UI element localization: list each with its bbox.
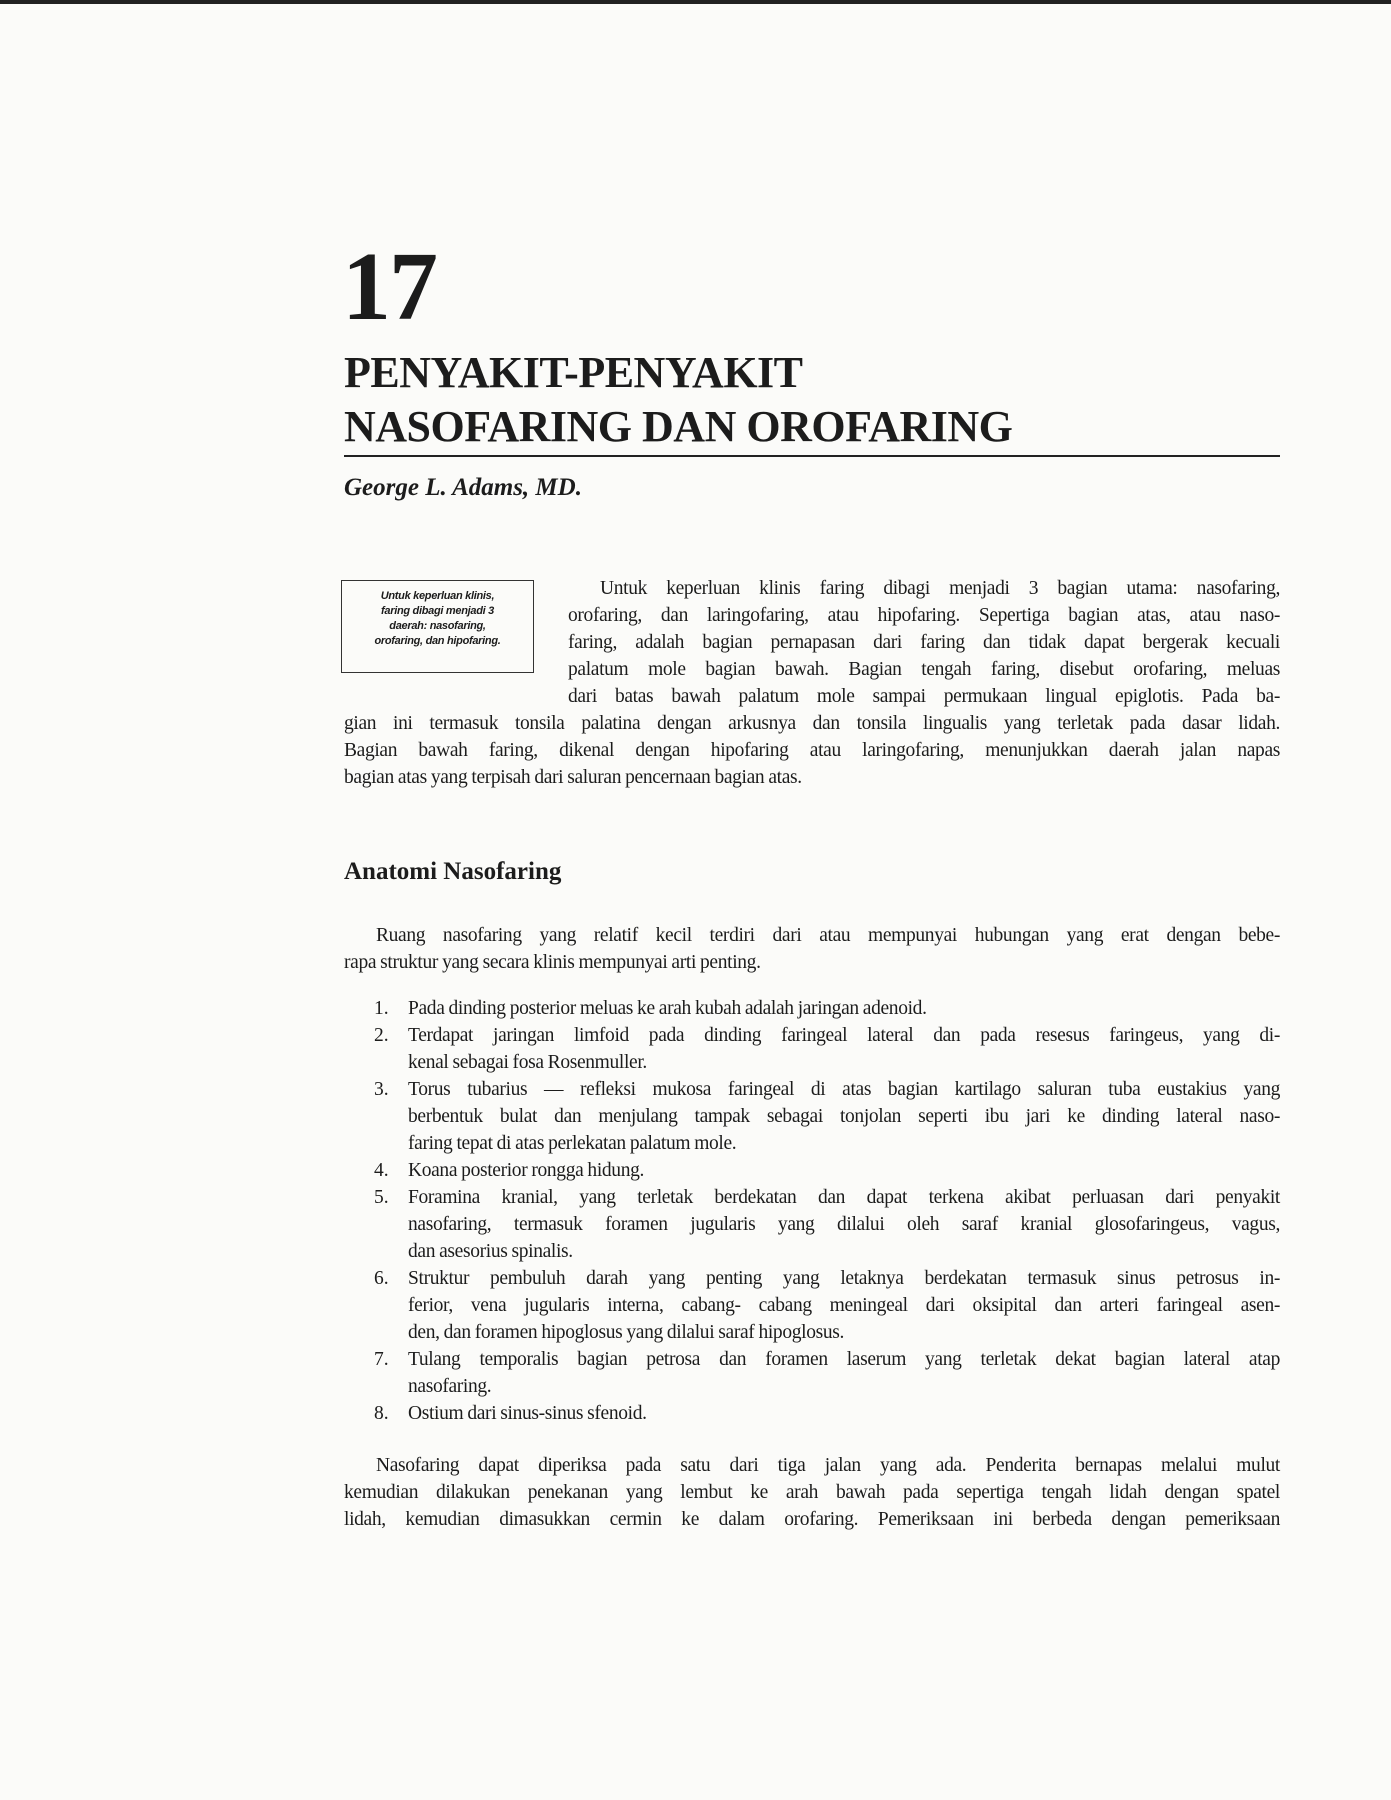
list-item-line: Tulang temporalis bagian petrosa dan foramen laserum yang terletak dekat bagian lateral atap (408, 1349, 1280, 1370)
chapter-number: 17 (342, 233, 436, 341)
list-item-line: kenal sebagai fosa Rosenmuller. (408, 1052, 647, 1073)
list-item-line: Terdapat jaringan limfoid pada dinding faringeal lateral dan pada resesus faringeus, yang di- (408, 1025, 1280, 1046)
paragraph-line: palatum mole bagian bawah. Bagian tengah faring, disebut orofaring, meluas (568, 659, 1280, 680)
list-number: 1. (374, 998, 389, 1019)
list-item-line: den, dan foramen hipoglosus yang dilalui saraf hipoglosus. (408, 1322, 844, 1343)
sidebar-note (341, 580, 534, 673)
list-item-line: Torus tubarius — refleksi mukosa faringeal di atas bagian kartilago saluran tuba eustakius yang (408, 1079, 1280, 1100)
sidebar-note-line: faring dibagi menjadi 3 (381, 605, 494, 617)
list-item-line: Ostium dari sinus-sinus sfenoid. (408, 1403, 647, 1424)
list-item-line: Koana posterior rongga hidung. (408, 1160, 645, 1181)
list-number: 6. (374, 1268, 389, 1289)
paragraph-line: rapa struktur yang secara klinis mempunyai arti penting. (344, 952, 761, 973)
paragraph-line: Ruang nasofaring yang relatif kecil terdiri dari atau mempunyai hubungan yang erat dengan bebe- (376, 925, 1280, 946)
paragraph-line: orofaring, dan laringofaring, atau hipofaring. Sepertiga bagian atas, atau naso- (568, 605, 1280, 626)
list-item-line: dan asesorius spinalis. (408, 1241, 573, 1262)
paragraph-line: dari batas bawah palatum mole sampai permukaan lingual epiglotis. Pada ba- (568, 686, 1280, 707)
title-rule (344, 455, 1280, 457)
list-number: 2. (374, 1025, 389, 1046)
chapter-title-line: PENYAKIT-PENYAKIT (344, 348, 803, 397)
list-item-line: nasofaring. (408, 1376, 492, 1397)
chapter-title-line: NASOFARING DAN OROFARING (344, 402, 1013, 451)
list-number: 7. (374, 1349, 389, 1370)
sidebar-note-line: orofaring, dan hipofaring. (374, 635, 501, 647)
list-number: 8. (374, 1403, 389, 1424)
paragraph-line: lidah, kemudian dimasukkan cermin ke dalam orofaring. Pemeriksaan ini berbeda dengan pemeriksaan (344, 1509, 1280, 1530)
section-heading: Anatomi Nasofaring (344, 858, 562, 885)
paragraph-line: Bagian bawah faring, dikenal dengan hipofaring atau laringofaring, menunjukkan daerah jalan napas (344, 740, 1280, 761)
list-item-line: Foramina kranial, yang terletak berdekatan dan dapat terkena akibat perluasan dari penyakit (408, 1187, 1280, 1208)
list-number: 5. (374, 1187, 389, 1208)
list-item-line: berbentuk bulat dan menjulang tampak sebagai tonjolan seperti ibu jari ke dinding lateral naso- (408, 1106, 1280, 1127)
paragraph-line: bagian atas yang terpisah dari saluran pencernaan bagian atas. (344, 767, 802, 788)
paragraph-line: gian ini termasuk tonsila palatina dengan arkusnya dan tonsila lingualis yang terletak pada dasar lidah. (344, 713, 1280, 734)
paragraph-line: faring, adalah bagian pernapasan dari faring dan tidak dapat bergerak kecuali (568, 632, 1280, 653)
paragraph-line: Nasofaring dapat diperiksa pada satu dari tiga jalan yang ada. Penderita bernapas melalui mulut (376, 1455, 1280, 1476)
list-item-line: ferior, vena jugularis interna, cabang- cabang meningeal dari oksipital dan arteri faringeal asen- (408, 1295, 1280, 1316)
sidebar-note-line: Untuk keperluan klinis, (380, 590, 495, 602)
paragraph-line: kemudian dilakukan penekanan yang lembut ke arah bawah pada sepertiga tengah lidah dengan spatel (344, 1482, 1280, 1503)
sidebar-note-line: daerah: nasofaring, (389, 620, 486, 632)
list-item-line: faring tepat di atas perlekatan palatum mole. (408, 1133, 737, 1154)
list-item-line: Struktur pembuluh darah yang penting yang letaknya berdekatan termasuk sinus petrosus in- (408, 1268, 1280, 1289)
list-number: 4. (374, 1160, 389, 1181)
scan-edge (0, 0, 1391, 4)
chapter-title (344, 346, 1012, 454)
list-item-line: Pada dinding posterior meluas ke arah kubah adalah jaringan adenoid. (408, 998, 927, 1019)
list-number: 3. (374, 1079, 389, 1100)
author: George L. Adams, MD. (344, 474, 582, 501)
list-item-line: nasofaring, termasuk foramen jugularis yang dilalui oleh saraf kranial glosofaringeus, vagus, (408, 1214, 1280, 1235)
paragraph-line: Untuk keperluan klinis faring dibagi menjadi 3 bagian utama: nasofaring, (600, 578, 1280, 599)
